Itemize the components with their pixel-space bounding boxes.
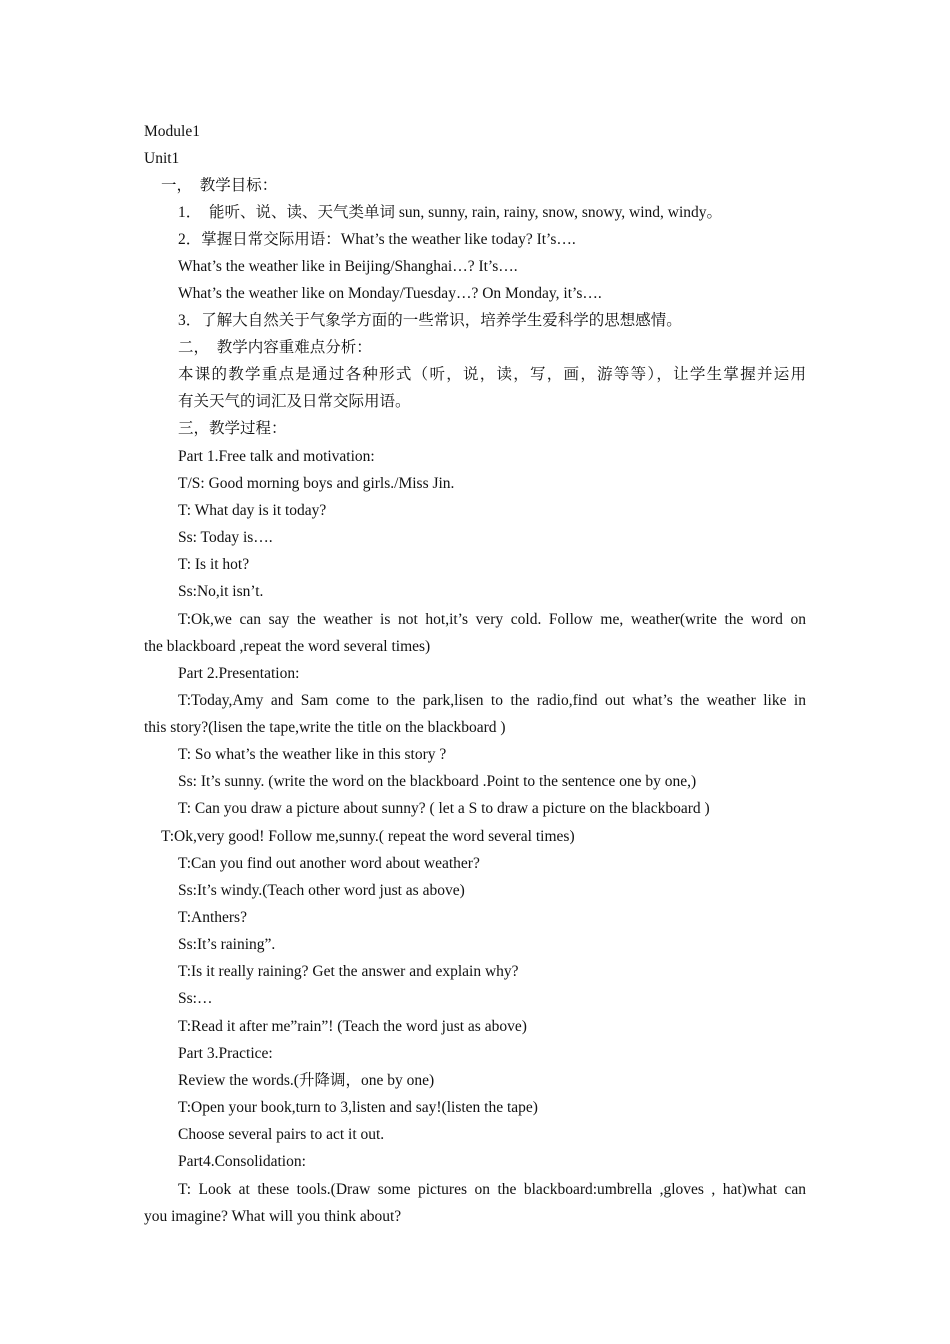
goal-item-3: 3．了解大自然关于气象学方面的一些常识，培养学生爱科学的思想感情。 <box>178 312 682 329</box>
analysis-paragraph-line-1: 本课的教学重点是通过各种形式（听，说，读，写，画，游等等），让学生掌握并运用 <box>178 366 806 383</box>
dialogue-line: Ss:It’s windy.(Teach other word just as above) <box>178 882 465 899</box>
section-heading-analysis: 二， 教学内容重难点分析： <box>178 339 372 356</box>
dialogue-line: Ss:No,it isn’t. <box>178 583 264 600</box>
dialogue-line-continuation: the blackboard ,repeat the word several times) <box>144 638 431 655</box>
dialogue-line: Ss: Today is…. <box>178 529 273 546</box>
part-1-heading: Part 1.Free talk and motivation: <box>178 448 375 465</box>
section-heading-goals: 一， 教学目标： <box>161 177 278 194</box>
practice-line: T:Open your book,turn to 3,listen and say!(listen the tape) <box>178 1099 538 1116</box>
dialogue-line: T:Anthers? <box>178 909 247 926</box>
section-heading-process: 三，教学过程： <box>178 420 287 437</box>
dialogue-line: T: What day is it today? <box>178 502 327 519</box>
dialogue-line: Ss: It’s sunny. (write the word on the blackboard .Point to the sentence one by one,) <box>178 773 697 790</box>
dialogue-line-continuation: this story?(lisen the tape,write the title on the blackboard ) <box>144 719 506 736</box>
dialogue-line: T/S: Good morning boys and girls./Miss Jin. <box>178 475 455 492</box>
analysis-paragraph-line-2: 有关天气的词汇及日常交际用语。 <box>178 393 411 410</box>
dialogue-line: T:Ok,we can say the weather is not hot,it’s very cold. Follow me, weather(write the word on <box>178 611 806 628</box>
goal-item-2-example-day: What’s the weather like on Monday/Tuesday…? On Monday, it’s…. <box>178 285 602 302</box>
practice-line: Choose several pairs to act it out. <box>178 1126 385 1143</box>
dialogue-line: T:Read it after me”rain”! (Teach the word just as above) <box>178 1018 527 1035</box>
part-3-heading: Part 3.Practice: <box>178 1045 273 1062</box>
dialogue-line: T: Can you draw a picture about sunny? ( let a S to draw a picture on the blackboard ) <box>178 800 710 817</box>
part-4-heading: Part4.Consolidation: <box>178 1153 306 1170</box>
dialogue-line: T:Today,Amy and Sam come to the park,lisen to the radio,find out what’s the weather like in <box>178 692 806 709</box>
dialogue-line: T:Can you find out another word about weather? <box>178 855 480 872</box>
dialogue-line: T:Is it really raining? Get the answer and explain why? <box>178 963 519 980</box>
part-2-heading: Part 2.Presentation: <box>178 665 300 682</box>
unit-title: Unit1 <box>144 150 180 167</box>
dialogue-line: Ss:… <box>178 990 213 1007</box>
module-title: Module1 <box>144 123 200 140</box>
practice-line: Review the words.(升降调，one by one) <box>178 1072 435 1089</box>
goal-item-2: 2．掌握日常交际用语：What’s the weather like today? It’s…. <box>178 231 576 248</box>
consolidation-line-continuation: you imagine? What will you think about? <box>144 1208 402 1225</box>
dialogue-line: T: Is it hot? <box>178 556 250 573</box>
goal-item-1: 1． 能听、说、读、天气类单词 sun, sunny, rain, rainy, snow, snowy, wind, windy。 <box>178 204 723 221</box>
consolidation-line: T: Look at these tools.(Draw some pictures on the blackboard:umbrella ,gloves , hat)what can <box>178 1181 806 1198</box>
dialogue-line: T:Ok,very good! Follow me,sunny.( repeat the word several times) <box>161 828 575 845</box>
goal-item-2-example-city: What’s the weather like in Beijing/Shanghai…? It’s…. <box>178 258 518 275</box>
dialogue-line: T: So what’s the weather like in this story ? <box>178 746 447 763</box>
dialogue-line: Ss:It’s raining”. <box>178 936 276 953</box>
